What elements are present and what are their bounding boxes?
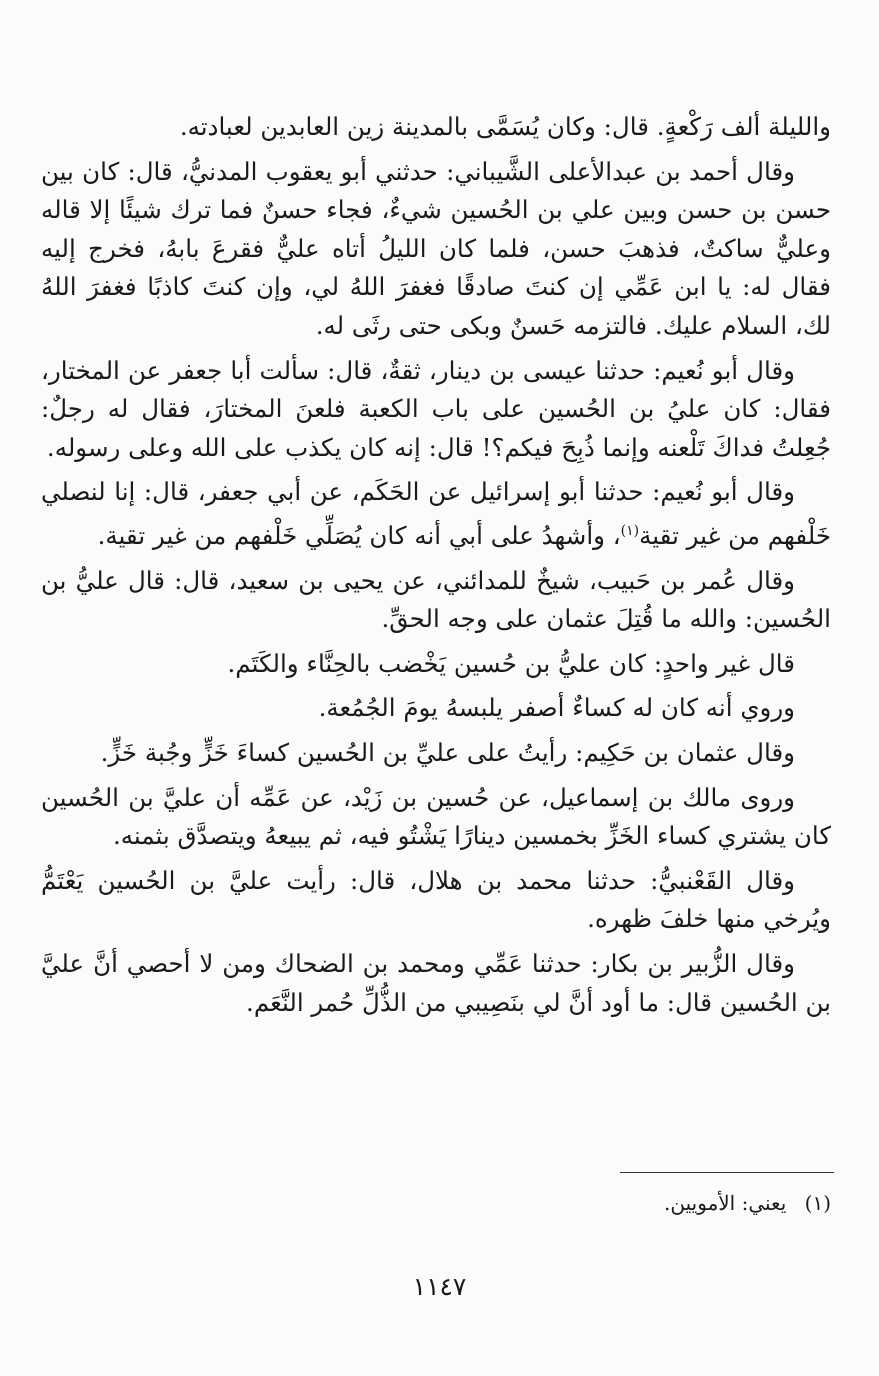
footnote bbox=[41, 1188, 831, 1218]
paragraph-4 bbox=[41, 473, 831, 555]
page-number: ١١٤٧ bbox=[412, 1272, 467, 1301]
footnote-ref: (١) bbox=[620, 522, 640, 539]
paragraph-9: وروى مالك بن إسماعيل، عن حُسين بن زَيْد، عن عَمِّه أن عليَّ بن الحُسين كان يشتري كساء الخَزِّ بخمسين دينارًا يَشْتُو فيه، ثم يبيعهُ ويتصدَّق بثمنه. bbox=[41, 782, 831, 851]
paragraph-10: وقال القَعْنبيُّ: حدثنا محمد بن هلال، قال: رأيت عليَّ بن الحُسين يَعْتَمُّ ويُرخي منها خلفَ ظهره. bbox=[41, 865, 831, 934]
footnote-text: يعني: الأمويين. bbox=[664, 1191, 787, 1215]
paragraph-1: والليلة ألف رَكْعةٍ. قال: وكان يُسَمَّى بالمدينة زين العابدين لعبادته. bbox=[179, 112, 831, 141]
paragraph-5: وقال عُمر بن حَبيب، شيخٌ للمدائني، عن يحيى بن سعيد، قال: قال عليُّ بن الحُسين: والله ما قُتِلَ عثمان على وجه الحقِّ. bbox=[41, 565, 831, 634]
paragraph-6: قال غير واحدٍ: كان عليُّ بن حُسين يَخْضب بالحِنَّاء والكَتَم. bbox=[227, 648, 795, 678]
paragraph-11: وقال الزُّبير بن بكار: حدثنا عَمِّي ومحمد بن الضحاك ومن لا أحصي أنَّ عليَّ بن الحُسين قال: ما أود أنَّ لي بنَصِيبي من الذُّلِّ حُمر النَّعَم. bbox=[41, 949, 831, 1017]
paragraph-7: وروي أنه كان له كساءٌ أصفر يلبسهُ يومَ الجُمُعة. bbox=[318, 693, 795, 723]
footnote-divider bbox=[620, 1172, 834, 1173]
paragraph-4-text: وقال أبو نُعيم: حدثنا أبو إسرائيل عن الحَكَم، عن أبي جعفر، قال: إنا لنصلي خَلْفهم من غير تقية bbox=[41, 477, 831, 551]
main-text bbox=[41, 108, 831, 1028]
paragraph-4-text-after: ، وأشهدُ على أبي أنه كان يُصَلِّي خَلْفهم من غير تقية. bbox=[97, 521, 621, 551]
paragraph-2: وقال أحمد بن عبدالأعلى الشَّيباني: حدثني أبو يعقوب المدنيُّ، قال: كان بين حسن بن حسن وبين علي بن الحُسين شيءٌ، فجاء حسنٌ فما ترك شيئًا إلا قاله وعليٌّ ساكتٌ، فذهبَ حسن، فلما كان الليلُ أتاه عليٌّ فقرعَ بابهُ، فخرج إليه فقال له: يا ابن عَمِّي إن كنتَ صادقًا فغفرَ اللهُ لي، وإن كنتَ كاذبًا فغفرَ اللهُ لك، السلام عليك. فالتزمه حَسنٌ وبكى حتى رثَى له. bbox=[41, 156, 831, 340]
paragraph-3: وقال أبو نُعيم: حدثنا عيسى بن دينار، ثقةٌ، قال: سألت أبا جعفر عن المختار، فقال: كان عليُ بن الحُسين على باب الكعبة فلعنَ المختارَ، فقال له رجلٌ: جُعِلتُ فداكَ تَلْعنه وإنما ذُبِحَ فيكم؟! قال: إنه كان يكذب على الله وعلى رسوله. bbox=[41, 355, 831, 462]
footnote-number: (١) bbox=[804, 1191, 831, 1215]
paragraph-8: وقال عثمان بن حَكِيم: رأيتُ على عليِّ بن الحُسين كساءَ خَزٍّ وجُبة خَزٍّ. bbox=[100, 738, 795, 768]
